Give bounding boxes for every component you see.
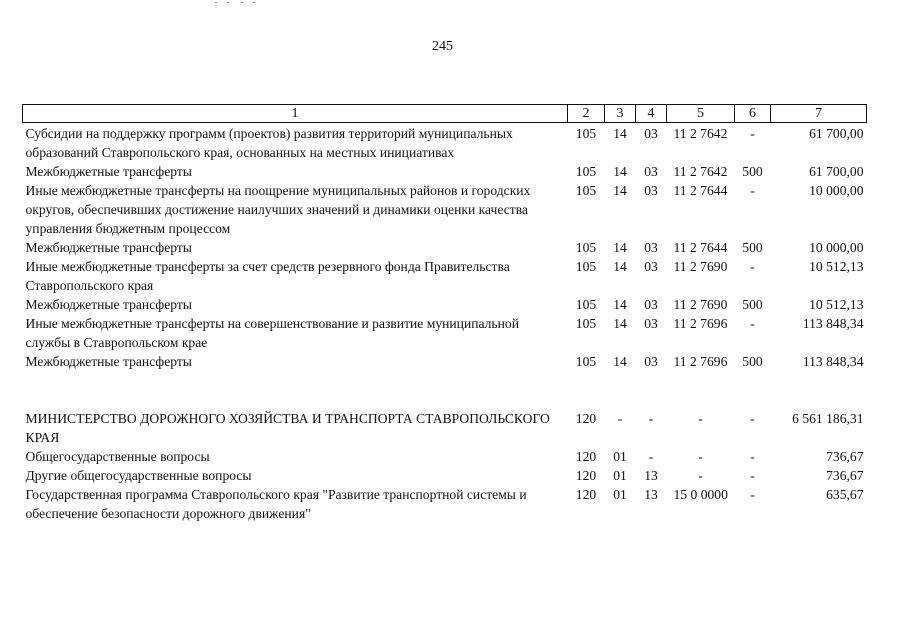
row-amount: 113 848,34	[802, 354, 864, 369]
table-row	[23, 295, 867, 314]
row-amount: 10 512,13	[809, 297, 864, 312]
row-section: 14	[613, 183, 627, 198]
table-body	[23, 123, 867, 524]
row-expense-type: -	[750, 316, 755, 331]
row-target-article: -	[698, 449, 703, 464]
table-row	[23, 409, 867, 447]
row-name: МИНИСТЕРСТВО ДОРОЖНОГО ХОЗЯЙСТВА И ТРАНСПОРТА СТАВРОПОЛЬСКОГО КРАЯ	[25, 411, 550, 445]
row-amount: 10 000,00	[809, 183, 864, 198]
row-subsection: 03	[644, 126, 658, 141]
row-subsection: -	[648, 411, 654, 426]
row-subsection: 03	[644, 259, 658, 274]
row-ministry-code: 105	[575, 259, 597, 274]
row-subsection: 03	[644, 183, 658, 198]
budget-table	[22, 104, 867, 523]
scan-artifact	[215, 0, 275, 6]
row-ministry-code: 105	[575, 164, 597, 179]
row-expense-type: 500	[742, 164, 763, 179]
row-name: Межбюджетные трансферты	[25, 354, 192, 369]
row-section: 14	[613, 164, 627, 179]
row-ministry-code: 105	[575, 297, 597, 312]
row-ministry-code: 105	[575, 126, 597, 141]
header-col-6: 6	[735, 105, 771, 123]
table-row	[23, 238, 867, 257]
row-target-article: 11 2 7642	[673, 164, 728, 179]
row-name: Иные межбюджетные трансферты за счет средств резервного фонда Правительства Ставропольского края	[25, 259, 510, 293]
row-name: Межбюджетные трансферты	[25, 164, 192, 179]
row-section: 14	[613, 354, 627, 369]
row-name: Межбюджетные трансферты	[25, 240, 192, 255]
row-name: Другие общегосударственные вопросы	[25, 468, 252, 483]
row-subsection: 13	[644, 468, 658, 483]
table-row	[23, 181, 867, 238]
row-expense-type: -	[750, 259, 755, 274]
row-expense-type: -	[750, 183, 755, 198]
row-ministry-code: 120	[575, 449, 597, 464]
row-target-article: -	[698, 468, 703, 483]
row-subsection: 03	[644, 240, 658, 255]
row-section: 01	[613, 468, 627, 483]
row-name: Иные межбюджетные трансферты на поощрение муниципальных районов и городских округов, обеспечивших достижение наилучших значений и динамики оценки качества управления бюджетным процессом	[25, 183, 531, 236]
table-row	[23, 352, 867, 371]
row-ministry-code: 120	[575, 487, 597, 502]
row-expense-type: -	[750, 126, 755, 141]
row-expense-type: -	[750, 449, 755, 464]
row-expense-type: 500	[742, 354, 763, 369]
row-name: Государственная программа Ставропольского края "Развитие транспортной системы и обеспечение безопасности дорожного движения"	[25, 487, 527, 521]
row-expense-type: 500	[742, 297, 763, 312]
row-amount: 10 512,13	[809, 259, 864, 274]
row-subsection: 03	[644, 316, 658, 331]
row-section: 14	[613, 297, 627, 312]
header-col-5: 5	[667, 105, 735, 123]
table-row	[23, 466, 867, 485]
table-row	[23, 162, 867, 181]
table-row	[23, 257, 867, 295]
row-expense-type: -	[750, 411, 755, 426]
row-amount: 736,67	[826, 449, 864, 464]
table-header	[23, 105, 867, 123]
row-ministry-code: 105	[575, 354, 597, 369]
row-name: Иные межбюджетные трансферты на совершенствование и развитие муниципальной службы в Ставропольском крае	[25, 316, 519, 350]
row-name: Общегосударственные вопросы	[25, 449, 210, 464]
row-amount: 6 561 186,31	[792, 411, 864, 426]
row-expense-type: -	[750, 487, 755, 502]
row-amount: 113 848,34	[802, 316, 864, 331]
row-expense-type: -	[750, 468, 755, 483]
row-target-article: 11 2 7644	[673, 240, 728, 255]
table-row	[23, 314, 867, 352]
row-section: 01	[613, 487, 627, 502]
row-section: -	[617, 411, 623, 426]
row-target-article: 11 2 7690	[673, 259, 728, 274]
row-expense-type: 500	[742, 240, 763, 255]
row-subsection: 03	[644, 354, 658, 369]
row-subsection: 03	[644, 164, 658, 179]
row-section: 14	[613, 126, 627, 141]
row-subsection: -	[648, 449, 654, 464]
row-target-article: 11 2 7644	[673, 183, 728, 198]
row-section: 14	[613, 316, 627, 331]
header-col-7: 7	[771, 105, 867, 123]
row-ministry-code: 120	[575, 411, 597, 426]
row-ministry-code: 120	[575, 468, 597, 483]
row-amount: 10 000,00	[809, 240, 864, 255]
row-target-article: 11 2 7696	[673, 316, 728, 331]
row-amount: 61 700,00	[809, 126, 864, 141]
header-col-3: 3	[605, 105, 636, 123]
table-row	[23, 485, 867, 523]
row-section: 14	[613, 259, 627, 274]
table-row	[23, 447, 867, 466]
row-target-article: 11 2 7642	[673, 126, 728, 141]
row-ministry-code: 105	[575, 240, 597, 255]
row-target-article: -	[698, 411, 703, 426]
row-amount: 736,67	[826, 468, 864, 483]
row-target-article: 11 2 7696	[673, 354, 728, 369]
header-col-2: 2	[568, 105, 605, 123]
row-subsection: 13	[644, 487, 658, 502]
header-col-1: 1	[23, 105, 568, 123]
row-amount: 635,67	[826, 487, 864, 502]
row-subsection: 03	[644, 297, 658, 312]
row-target-article: 11 2 7690	[673, 297, 728, 312]
row-ministry-code: 105	[575, 316, 597, 331]
row-section: 01	[613, 449, 627, 464]
row-target-article: 15 0 0000	[673, 487, 728, 502]
header-col-4: 4	[636, 105, 667, 123]
row-section: 14	[613, 240, 627, 255]
row-name: Субсидии на поддержку программ (проектов) развития территорий муниципальных образований Ставропольского края, основанных на местных инициативах	[25, 126, 513, 160]
row-name: Межбюджетные трансферты	[25, 297, 192, 312]
table-row	[23, 124, 867, 162]
row-ministry-code: 105	[575, 183, 597, 198]
row-amount: 61 700,00	[809, 164, 864, 179]
page-number: 245	[432, 39, 453, 54]
